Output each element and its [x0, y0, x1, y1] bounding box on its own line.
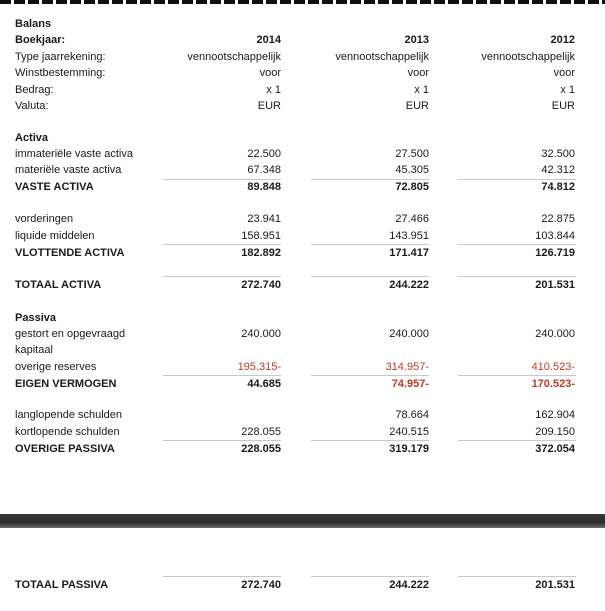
row-label: liquide middelen — [15, 230, 95, 242]
meta-value: voor — [407, 67, 429, 79]
table-row — [0, 211, 605, 227]
value-2013: 72.805 — [395, 181, 429, 193]
row-label: kortlopende schulden — [15, 426, 120, 438]
row-label: TOTAAL ACTIVA — [15, 279, 102, 291]
table-row — [0, 162, 605, 178]
value-2012: 201.531 — [535, 579, 575, 591]
year-header-row — [0, 32, 605, 48]
totaal-passiva-row — [0, 577, 605, 593]
value-2012: 74.812 — [541, 181, 575, 193]
row-label: vorderingen — [15, 213, 74, 225]
value-2014: 67.348 — [247, 164, 281, 176]
value-2012: 240.000 — [535, 328, 575, 340]
value-2012: 162.904 — [535, 409, 575, 421]
value-2012: 410.523- — [531, 361, 575, 373]
value-2013: 240.000 — [389, 328, 429, 340]
year-2013: 2013 — [404, 34, 429, 46]
top-dashed-border — [0, 0, 605, 4]
activa-title: Activa — [15, 132, 49, 144]
value-2012: 201.531 — [535, 279, 575, 291]
meta-row-valuta — [0, 98, 605, 114]
row-label: immateriële vaste activa — [15, 148, 133, 160]
table-row — [0, 228, 605, 244]
meta-row-bedrag — [0, 82, 605, 98]
balance-title: Balans — [15, 18, 52, 30]
row-label: kapitaal — [15, 344, 53, 356]
table-row — [0, 359, 605, 375]
row-label: gestort en opgevraagd — [15, 328, 126, 340]
meta-value: x 1 — [560, 84, 575, 96]
overige-passiva-total-row — [0, 441, 605, 457]
meta-value: vennootschappelijk — [187, 51, 281, 63]
row-label: OVERIGE PASSIVA — [15, 443, 115, 455]
value-2013: 319.179 — [389, 443, 429, 455]
meta-value: voor — [259, 67, 281, 79]
activa-title-row — [0, 130, 605, 146]
value-2012: 170.523- — [531, 378, 575, 390]
vaste-activa-total-row — [0, 179, 605, 195]
value-2014: 228.055 — [241, 443, 281, 455]
value-2013: 27.466 — [395, 213, 429, 225]
table-row — [0, 326, 605, 342]
meta-value: x 1 — [414, 84, 429, 96]
table-row — [0, 146, 605, 162]
row-label: EIGEN VERMOGEN — [15, 378, 117, 390]
value-2014: 158.951 — [241, 230, 281, 242]
meta-value: EUR — [551, 100, 575, 112]
totaal-activa-row — [0, 277, 605, 293]
year-2012: 2012 — [550, 34, 575, 46]
value-2012: 126.719 — [535, 247, 575, 259]
value-2013: 74.957- — [391, 378, 429, 390]
value-2013: 171.417 — [389, 247, 429, 259]
table-row-continuation — [0, 342, 605, 358]
value-2012: 209.150 — [535, 426, 575, 438]
value-2014: 272.740 — [241, 579, 281, 591]
row-label: overige reserves — [15, 361, 97, 373]
value-2014: 272.740 — [241, 279, 281, 291]
meta-label: Type jaarrekening: — [15, 51, 106, 63]
eigen-vermogen-total-row — [0, 376, 605, 392]
table-row — [0, 407, 605, 423]
value-2014: 182.892 — [241, 247, 281, 259]
value-2014: 23.941 — [247, 213, 281, 225]
value-2014: 228.055 — [241, 426, 281, 438]
year-2014: 2014 — [256, 34, 281, 46]
value-2012: 103.844 — [535, 230, 575, 242]
value-2013: 143.951 — [389, 230, 429, 242]
meta-label: Bedrag: — [15, 84, 54, 96]
passiva-title-row — [0, 310, 605, 326]
value-2013: 240.515 — [389, 426, 429, 438]
table-row — [0, 424, 605, 440]
vlottende-activa-total-row — [0, 245, 605, 261]
meta-value: vennootschappelijk — [481, 51, 575, 63]
row-label: langlopende schulden — [15, 409, 123, 421]
value-2013: 314.957- — [385, 361, 429, 373]
value-2013: 45.305 — [395, 164, 429, 176]
value-2012: 372.054 — [535, 443, 575, 455]
value-2014: 89.848 — [247, 181, 281, 193]
value-2012: 22.875 — [541, 213, 575, 225]
passiva-title: Passiva — [15, 312, 56, 324]
value-2013: 78.664 — [395, 409, 429, 421]
value-2014: 22.500 — [247, 148, 281, 160]
meta-value: EUR — [257, 100, 281, 112]
value-2014: 44.685 — [247, 378, 281, 390]
meta-label: Valuta: — [15, 100, 49, 112]
row-label: VLOTTENDE ACTIVA — [15, 247, 125, 259]
meta-value: vennootschappelijk — [335, 51, 429, 63]
meta-value: voor — [553, 67, 575, 79]
value-2013: 244.222 — [389, 279, 429, 291]
value-2014: 240.000 — [241, 328, 281, 340]
value-2014: 195.315- — [237, 361, 281, 373]
row-label: materiële vaste activa — [15, 164, 122, 176]
year-label: Boekjaar: — [15, 34, 66, 46]
meta-value: x 1 — [266, 84, 281, 96]
value-2013: 27.500 — [395, 148, 429, 160]
value-2012: 42.312 — [541, 164, 575, 176]
balance-title-row — [0, 16, 605, 32]
row-label: VASTE ACTIVA — [15, 181, 94, 193]
meta-label: Winstbestemming: — [15, 67, 106, 79]
meta-value: EUR — [405, 100, 429, 112]
row-label: TOTAAL PASSIVA — [15, 579, 109, 591]
value-2012: 32.500 — [541, 148, 575, 160]
value-2013: 244.222 — [389, 579, 429, 591]
page-break-band — [0, 514, 605, 528]
meta-row-winst — [0, 65, 605, 81]
meta-row-type — [0, 49, 605, 65]
